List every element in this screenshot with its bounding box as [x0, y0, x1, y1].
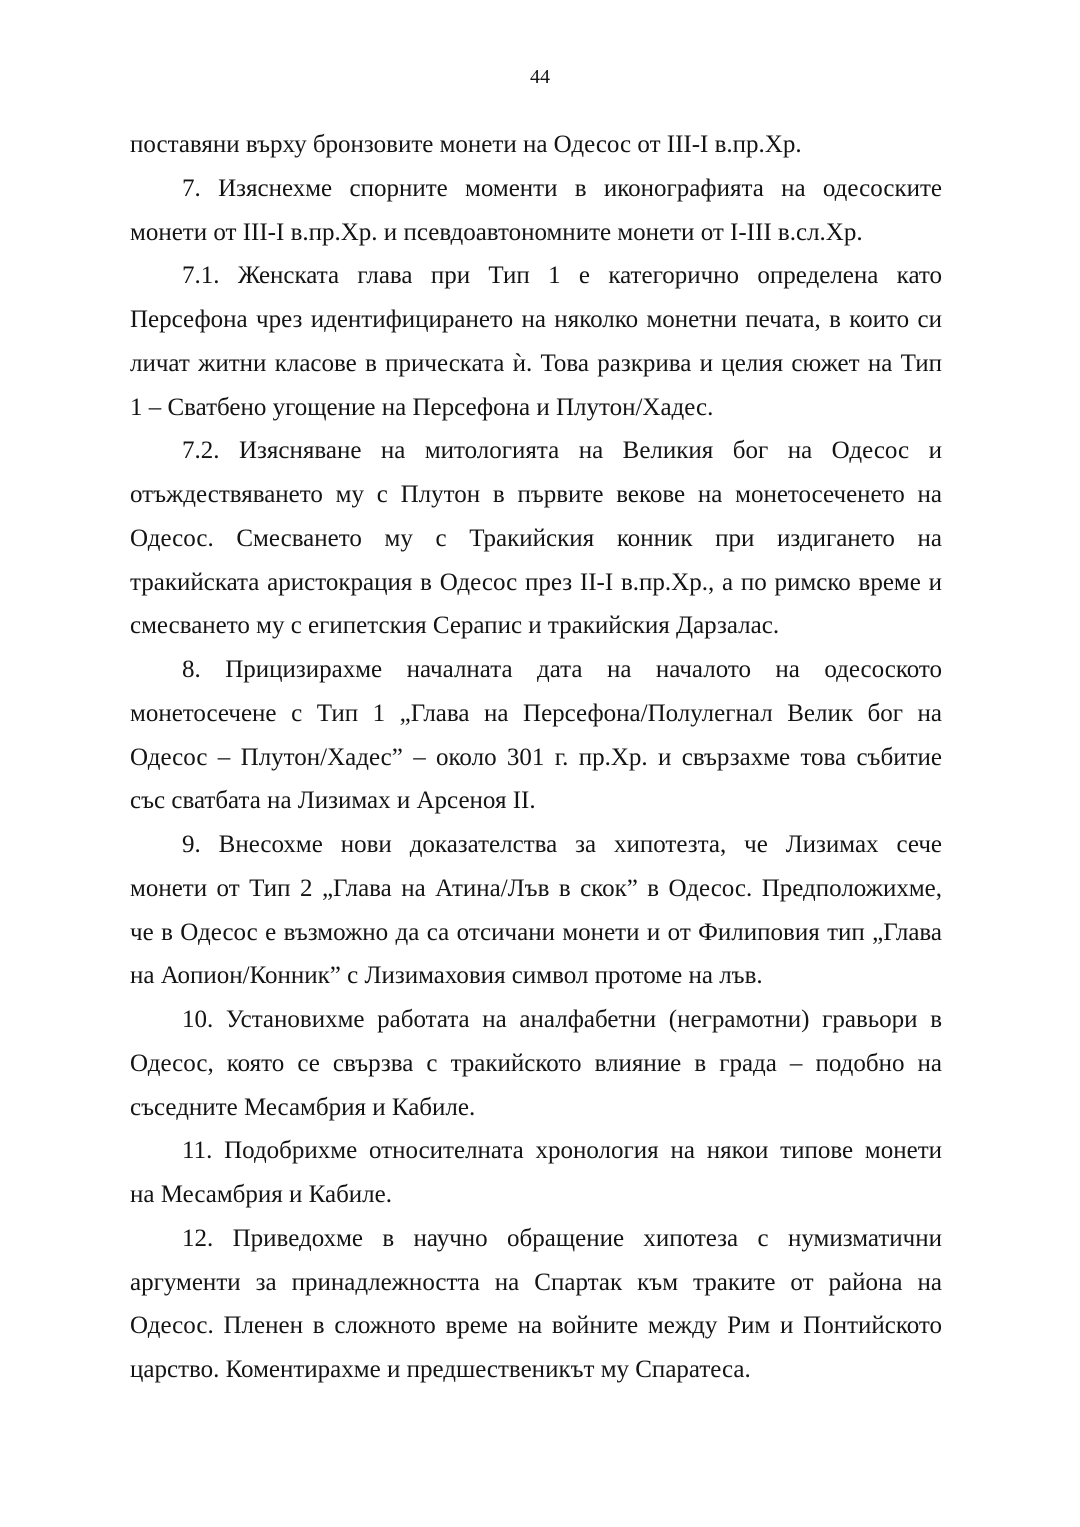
text-line: тракийската аристокрация в Одесос през II-I в.пр.Хр., а по римско време и — [130, 568, 942, 596]
text-line: монети от Тип 2 „Глава на Атина/Лъв в скок” в Одесос. Предположихме, — [130, 874, 942, 902]
paragraph-7-1 — [130, 254, 942, 429]
text-line: Одесос. Смесването му с Тракийския конник при издигането на — [130, 524, 942, 552]
paragraph-11 — [130, 1129, 942, 1217]
text-line: 12. Приведохме в научно обращение хипотеза с нумизматични — [182, 1224, 942, 1252]
paragraph-7 — [130, 167, 942, 255]
document-body — [130, 123, 942, 1392]
text-line: Одесос, която се свързва с тракийското влияние в града – подобно на — [130, 1049, 942, 1077]
text-line: със сватбата на Лизимах и Арсеноя II. — [130, 787, 536, 815]
text-line: на Месамбрия и Кабиле. — [130, 1181, 392, 1208]
text-line: 7.2. Изясняване на митологията на Великия бог на Одесос и — [182, 437, 942, 465]
text-line: съседните Месамбрия и Кабиле. — [130, 1093, 476, 1121]
paragraph-continuation — [130, 123, 942, 167]
text-line: 10. Установихме работата на аналфабетни (неграмотни) гравьори в — [182, 1006, 942, 1033]
page-number: 44 — [530, 66, 550, 88]
text-line: Одесос. Пленен в сложното време на войните между Рим и Понтийското — [130, 1312, 942, 1340]
paragraph-7-2 — [130, 429, 942, 648]
text-line: аргументи за принадлежността на Спартак към траките от района на — [130, 1268, 942, 1296]
text-line: че в Одесос е възможно да са отсичани монети и от Филиповия тип „Глава — [130, 918, 942, 946]
text-line: 8. Прицизирахме началната дата на началото на одесоското — [182, 656, 942, 683]
text-line: 1 – Сватбено угощение на Персефона и Плутон/Хадес. — [130, 393, 714, 421]
text-line: 7.1. Женската глава при Тип 1 е категорично определена като — [182, 262, 942, 290]
text-line: личат житни класове в прическата ѝ. Това разкрива и целия сюжет на Тип — [130, 349, 942, 377]
paragraph-8 — [130, 648, 942, 823]
paragraph-9 — [130, 823, 942, 998]
text-line: монети от III-I в.пр.Хр. и псевдоавтономните монети от I-III в.сл.Хр. — [130, 218, 863, 246]
text-line: на Аопион/Конник” с Лизимаховия символ протоме на лъв. — [130, 962, 763, 990]
text-line: 7. Изяснехме спорните моменти в иконографията на одесоските — [182, 174, 942, 202]
text-line: 11. Подобрихме относителната хронология на някои типове монети — [182, 1137, 942, 1165]
text-line: монетосечене с Тип 1 „Глава на Персефона/Полулегнал Велик бог на — [130, 699, 942, 727]
text-line: поставяни върху бронзовите монети на Одесос от III-I в.пр.Хр. — [130, 131, 802, 158]
text-line: Персефона чрез идентифицирането на няколко монетни печата, в които си — [130, 306, 942, 333]
paragraph-10 — [130, 998, 942, 1129]
text-line: 9. Внесохме нови доказателства за хипотезта, че Лизимах сече — [182, 831, 942, 858]
text-line: смесването му с египетския Серапис и тракийския Дарзалас. — [130, 612, 780, 640]
paragraph-12 — [130, 1217, 942, 1392]
text-line: царство. Коментирахме и предшественикът му Спаратеса. — [130, 1356, 751, 1383]
text-line: Одесос – Плутон/Хадес” – около 301 г. пр.Хр. и свързахме това събитие — [130, 743, 942, 771]
text-line: отъждествяването му с Плутон в първите векове на монетосеченето на — [130, 481, 942, 508]
